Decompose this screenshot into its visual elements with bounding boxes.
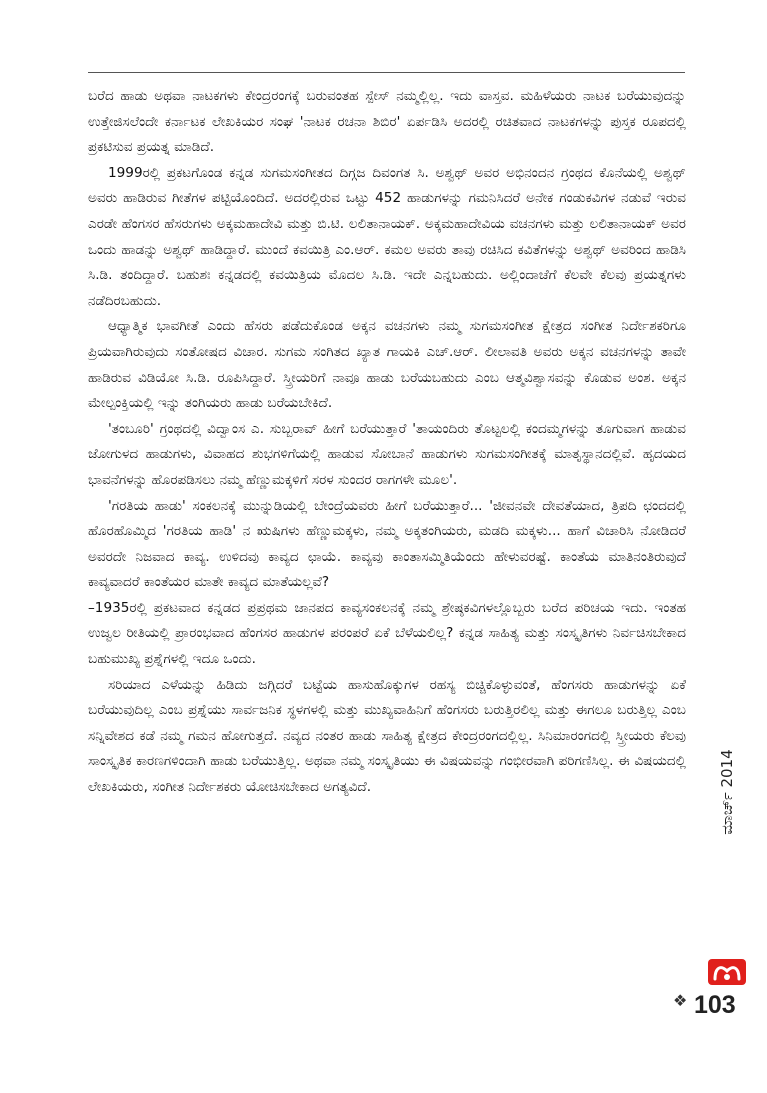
page-number: 103 — [694, 991, 736, 1019]
article-body — [88, 84, 686, 801]
paragraph: ಬರೆದ ಹಾಡು ಅಥವಾ ನಾಟಕಗಳು ಕೇಂದ್ರರಂಗಕ್ಕೆ ಬರುವಂತಹ ಸ್ಪೇಸ್ ನಮ್ಮಲ್ಲಿಲ್ಲ. ಇದು ವಾಸ್ತವ. ಮಹಿಳೆಯರು ನಾಟಕ ಬರೆಯುವುದನ್ನು ಉತ್ತೇಜಿಸಲೆಂದೇ ಕರ್ನಾಟಕ ಲೇಖಕಿಯರ ಸಂಘ 'ನಾಟಕ ರಚನಾ ಶಿಬಿರ' ಏರ್ಪಡಿಸಿ ಅದರಲ್ಲಿ ರಚಿತವಾದ ನಾಟಕಗಳನ್ನು ಪುಸ್ತಕ ರೂಪದಲ್ಲಿ ಪ್ರಕಟಿಸುವ ಪ್ರಯತ್ನ ಮಾಡಿದೆ. — [88, 88, 686, 156]
paragraph: –1935ರಲ್ಲಿ ಪ್ರಕಟವಾದ ಕನ್ನಡದ ಪ್ರಪ್ರಥಮ ಜಾನಪದ ಕಾವ್ಯಸಂಕಲನಕ್ಕೆ ನಮ್ಮ ಶ್ರೇಷ್ಠಕವಿಗಳಲ್ಲೊಬ್ಬರು ಬರೆದ ಪರಿಚಯ ಇದು. ಇಂತಹ ಉಜ್ವಲ ರೀತಿಯಲ್ಲಿ ಪ್ರಾರಂಭವಾದ ಹೆಂಗಸರ ಹಾಡುಗಳ ಪರಂಪರೆ ಏಕೆ ಬೆಳೆಯಲಿಲ್ಲ? ಕನ್ನಡ ಸಾಹಿತ್ಯ ಮತ್ತು ಸಂಸ್ಕೃತಿಗಳು ನಿರ್ವಚಿಸಬೇಕಾದ ಬಹುಮುಖ್ಯ ಪ್ರಶ್ನೆಗಳಲ್ಲಿ ಇದೂ ಒಂದು. — [88, 599, 686, 668]
paragraph: ಸರಿಯಾದ ಎಳೆಯನ್ನು ಹಿಡಿದು ಜಗ್ಗಿದರೆ ಬಟ್ಟೆಯ ಹಾಸುಹೊಕ್ಕುಗಳ ರಹಸ್ಯ ಬಿಚ್ಚಿಕೊಳ್ಳುವಂತೆ, ಹೆಂಗಸರು ಹಾಡುಗಳನ್ನು ಏಕೆ ಬರೆಯುವುದಿಲ್ಲ ಎಂಬ ಪ್ರಶ್ನೆಯು ಸಾರ್ವಜನಿಕ ಸ್ಥಳಗಳಲ್ಲಿ ಮತ್ತು ಮುಖ್ಯವಾಹಿನಿಗೆ ಹೆಂಗಸರು ಬರುತ್ತಿರಲಿಲ್ಲ ಮತ್ತು ಈಗಲೂ ಬರುತ್ತಿಲ್ಲ ಎಂಬ ಸನ್ನಿವೇಶದ ಕಡೆ ನಮ್ಮ ಗಮನ ಹೋಗುತ್ತದೆ. ನವ್ಯದ ನಂತರ ಹಾಡು ಸಾಹಿತ್ಯ ಕ್ಷೇತ್ರದ ಕೇಂದ್ರರಂಗದಲ್ಲಿಲ್ಲ. ಸಿನಿಮಾರಂಗದಲ್ಲಿ ಸ್ತ್ರೀಯರು ಕೆಲವು ಸಾಂಸ್ಕೃತಿಕ ಕಾರಣಗಳಿಂದಾಗಿ ಹಾಡು ಬರೆಯುತ್ತಿಲ್ಲ. ಅಥವಾ ನಮ್ಮ ಸಂಸ್ಕೃತಿಯು ಈ ವಿಷಯವನ್ನು ಗಂಭೀರವಾಗಿ ಪರಿಗಣಿಸಿಲ್ಲ. ಈ ವಿಷಯದಲ್ಲಿ ಲೇಖಕಿಯರು, ಸಂಗೀತ ನಿರ್ದೇಶಕರು ಯೋಚಿಸಬೇಕಾದ ಅಗತ್ಯವಿದೆ. — [88, 676, 686, 796]
paragraph: 'ತಂಬೂರಿ' ಗ್ರಂಥದಲ್ಲಿ ವಿದ್ವಾಂಸ ಎ. ಸುಬ್ಬರಾವ್ ಹೀಗೆ ಬರೆಯುತ್ತಾರೆ 'ತಾಯಂದಿರು ತೊಟ್ಟಲಲ್ಲಿ ಕಂದಮ್ಮಗಳನ್ನು ತೂಗುವಾಗ ಹಾಡುವ ಜೋಗುಳದ ಹಾಡುಗಳು, ವಿವಾಹದ ಶುಭಗಳಿಗೆಯಲ್ಲಿ ಹಾಡುವ ಸೋಬಾನೆ ಹಾಡುಗಳು ಸುಗಮಸಂಗೀತಕ್ಕೆ ಮಾತೃಸ್ಥಾನದಲ್ಲಿವೆ. ಹೃದಯದ ಭಾವನೆಗಳನ್ನು ಹೊರಪಡಿಸಲು ನಮ್ಮ ಹೆಣ್ಣುಮಕ್ಕಳಿಗೆ ಸರಳ ಸುಂದರ ರಾಗಗಳೇ ಮೂಲ'. — [88, 420, 686, 488]
paragraph: 'ಗರತಿಯ ಹಾಡು' ಸಂಕಲನಕ್ಕೆ ಮುನ್ನುಡಿಯಲ್ಲಿ ಬೇಂದ್ರೆಯವರು ಹೀಗೆ ಬರೆಯುತ್ತಾರೆ... 'ಜೀವನವೇ ದೇವತೆಯಾದ, ತ್ರಿಪದಿ ಛಂದದಲ್ಲಿ ಹೊರಹೊಮ್ಮಿದ 'ಗರತಿಯ ಹಾಡಿ' ನ ಋಷಿಗಳು ಹೆಣ್ಣುಮಕ್ಕಳು, ನಮ್ಮ ಅಕ್ಕತಂಗಿಯರು, ಮಡದಿ ಮಕ್ಕಳು... ಹಾಗೆ ವಿಚಾರಿಸಿ ನೋಡಿದರೆ ಅವರದೇ ನಿಜವಾದ ಕಾವ್ಯ. ಉಳಿದವು ಕಾವ್ಯದ ಛಾಯೆ. ಕಾವ್ಯವು ಕಾಂತಾಸಮ್ಮಿತಿಯೆಂದು ಹೇಳುವರಷ್ಟೆ. ಕಾಂತೆಯ ಮಾತಿನಂತಿರುವುದೆ ಕಾವ್ಯವಾದರೆ ಕಾಂತೆಯರ ಮಾತೇ ಕಾವ್ಯದ ಮಾತೆಯಲ್ಲವೆ? — [88, 497, 686, 591]
magazine-sidebar — [712, 732, 742, 987]
magazine-logo-icon — [706, 957, 748, 987]
paragraph: 1999ರಲ್ಲಿ ಪ್ರಕಟಗೊಂಡ ಕನ್ನಡ ಸುಗಮಸಂಗೀತದ ದಿಗ್ಗಜ ದಿವಂಗತ ಸಿ. ಅಶ್ವಥ್ ಅವರ ಅಭಿನಂದನ ಗ್ರಂಥದ ಕೊನೆಯಲ್ಲಿ ಅಶ್ವಥ್ ಅವರು ಹಾಡಿರುವ ಗೀತೆಗಳ ಪಟ್ಟಿಯೊಂದಿದೆ. ಅದರಲ್ಲಿರುವ ಒಟ್ಟು 452 ಹಾಡುಗಳನ್ನು ಗಮನಿಸಿದರೆ ಅನೇಕ ಗಂಡುಕವಿಗಳ ನಡುವೆ ಇರುವ ಎರಡೇ ಹೆಂಗಸರ ಹೆಸರುಗಳು ಅಕ್ಕಮಹಾದೇವಿ ಮತ್ತು ಬಿ.ಟಿ. ಲಲಿತಾನಾಯಕ್. ಅಕ್ಕಮಹಾದೇವಿಯ ವಚನಗಳು ಮತ್ತು ಲಲಿತಾನಾಯಕ್ ಅವರ ಒಂದು ಹಾಡನ್ನು ಅಶ್ವಥ್ ಹಾಡಿದ್ದಾರೆ. ಮುಂದೆ ಕವಯಿತ್ರಿ ಎಂ.ಆರ್. ಕಮಲ ಅವರು ತಾವು ರಚಿಸಿದ ಕವಿತೆಗಳನ್ನು ಅಶ್ವಥ್ ಅವರಿಂದ ಹಾಡಿಸಿ ಸಿ.ಡಿ. ತಂದಿದ್ದಾರೆ. ಬಹುಶಃ ಕನ್ನಡದಲ್ಲಿ ಕವಯಿತ್ರಿಯ ಮೊದಲ ಸಿ.ಡಿ. ಇದೇ ಎನ್ನಬಹುದು. ಅಲ್ಲಿಂದಾಚೆಗೆ ಕೆಲವೇ ಕೆಲವು ಪ್ರಯತ್ನಗಳು ನಡೆದಿರಬಹುದು. — [88, 164, 686, 309]
header-rule — [88, 72, 685, 73]
paragraph: ಆಧ್ಯಾತ್ಮಿಕ ಭಾವಗೀತೆ ಎಂದು ಹೆಸರು ಪಡೆದುಕೊಂಡ ಅಕ್ಕನ ವಚನಗಳು ನಮ್ಮ ಸುಗಮಸಂಗೀತ ಕ್ಷೇತ್ರದ ಸಂಗೀತ ನಿರ್ದೇಶಕರಿಗೂ ಪ್ರಿಯವಾಗಿರುವುದು ಸಂತೋಷದ ವಿಚಾರ. ಸುಗಮ ಸಂಗಿತದ ಖ್ಯಾತ ಗಾಯಕಿ ಎಚ್.ಆರ್. ಲೀಲಾವತಿ ಅವರು ಅಕ್ಕನ ವಚನಗಳನ್ನು ತಾವೇ ಹಾಡಿರುವ ವಿಡಿಯೋ ಸಿ.ಡಿ. ರೂಪಿಸಿದ್ದಾರೆ. ಸ್ತ್ರೀಯರಿಗೆ ನಾವೂ ಹಾಡು ಬರೆಯಬಹುದು ಎಂಬ ಆತ್ಮವಿಶ್ವಾಸವನ್ನು ಕೊಡುವ ಅಂಶ. ಅಕ್ಕನ ಮೇಲ್ಪಂಕ್ತಿಯಲ್ಲಿ ಇನ್ನು ತಂಗಿಯರು ಹಾಡು ಬರೆಯಬೇಕಿದೆ. — [88, 318, 686, 412]
issue-date: ಮಾರ್ಚ್ 2014 — [718, 749, 736, 835]
ornament-icon: ❖ — [673, 991, 688, 1010]
